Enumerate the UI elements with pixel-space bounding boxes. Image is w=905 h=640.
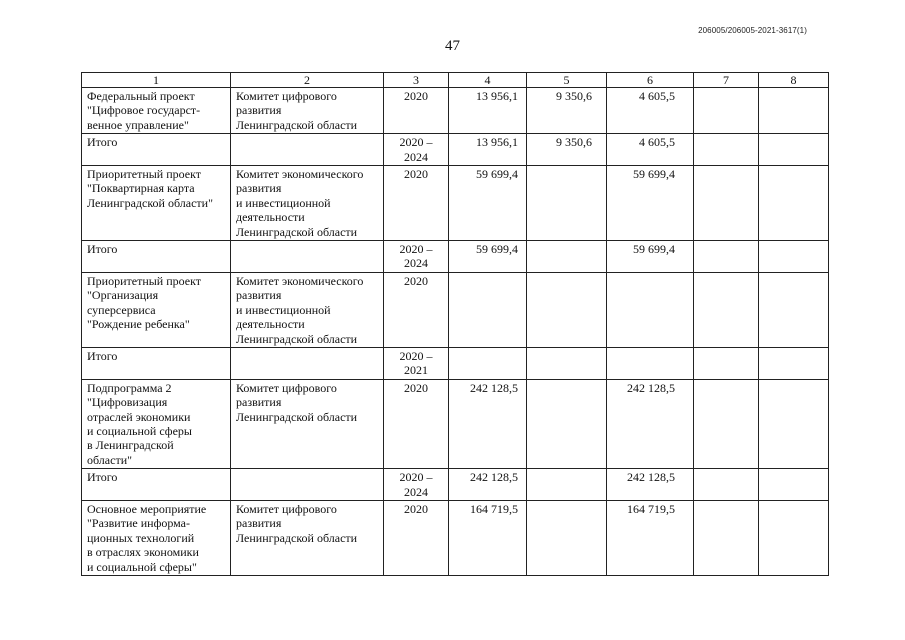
table-row [82,469,829,501]
page-number: 47 [445,38,460,54]
table-cell-col-2: Комитет экономического развития и инвестиционной деятельности Ленинградской области [231,272,384,347]
table-cell-col-3: 2020 – 2024 [384,134,449,166]
table-cell-col-2: Комитет цифрового развития Ленинградской области [231,500,384,575]
table-cell-col-2: Комитет цифрового развития Ленинградской области [231,379,384,468]
table-cell-col-8 [759,166,829,241]
table-cell-col-8 [759,241,829,273]
table-cell-col-6: 242 128,5 [607,379,694,468]
header-cell: 4 [449,73,527,88]
table-cell-col-6: 242 128,5 [607,469,694,501]
table-cell-col-8 [759,134,829,166]
table-row [82,166,829,241]
header-cell: 7 [694,73,759,88]
table-cell-col-3: 2020 – 2024 [384,241,449,273]
table-cell-col-2 [231,241,384,273]
table-row [82,272,829,347]
table-cell-col-6: 164 719,5 [607,500,694,575]
table-cell-col-1: Итого [82,347,231,379]
table-cell-col-4: 13 956,1 [449,88,527,134]
table-cell-col-8 [759,379,829,468]
table-cell-col-5 [527,469,607,501]
header-cell: 2 [231,73,384,88]
table-cell-col-4: 242 128,5 [449,379,527,468]
table-cell-col-5 [527,379,607,468]
table-cell-col-1: Подпрограмма 2 "Цифровизация отраслей экономики и социальной сферы в Ленинградской области" [82,379,231,468]
table-cell-col-1: Федеральный проект "Цифровое государст- венное управление" [82,88,231,134]
table-cell-col-1: Приоритетный проект "Организация суперсервиса "Рождение ребенка" [82,272,231,347]
table-cell-col-1: Итого [82,241,231,273]
table-cell-col-3: 2020 [384,500,449,575]
table-cell-col-7 [694,166,759,241]
table-cell-col-6: 59 699,4 [607,241,694,273]
table-cell-col-6: 4 605,5 [607,134,694,166]
table-row [82,379,829,468]
table-cell-col-3: 2020 [384,379,449,468]
table-cell-col-3: 2020 [384,272,449,347]
table-header-row [82,73,829,88]
header-cell: 8 [759,73,829,88]
table-cell-col-7 [694,500,759,575]
table-cell-col-6 [607,272,694,347]
table-row [82,88,829,134]
table-cell-col-3: 2020 – 2021 [384,347,449,379]
table-cell-col-5 [527,166,607,241]
table-cell-col-5 [527,241,607,273]
table-row [82,241,829,273]
table-cell-col-3: 2020 – 2024 [384,469,449,501]
table-cell-col-7 [694,272,759,347]
table-cell-col-7 [694,347,759,379]
table-cell-col-3: 2020 [384,166,449,241]
table-cell-col-5 [527,347,607,379]
header-cell: 1 [82,73,231,88]
table-cell-col-4 [449,272,527,347]
table-cell-col-5 [527,500,607,575]
table-row [82,500,829,575]
table-cell-col-6: 59 699,4 [607,166,694,241]
table-cell-col-5: 9 350,6 [527,88,607,134]
table-cell-col-8 [759,347,829,379]
table-cell-col-4: 59 699,4 [449,166,527,241]
table-cell-col-1: Основное мероприятие "Развитие информа- ционных технологий в отраслях экономики и социальной сферы" [82,500,231,575]
table-cell-col-5 [527,272,607,347]
document-id: 206005/206005-2021-3617(1) [698,26,807,35]
table-cell-col-5: 9 350,6 [527,134,607,166]
table-cell-col-4: 13 956,1 [449,134,527,166]
table-cell-col-3: 2020 [384,88,449,134]
table-cell-col-2 [231,134,384,166]
table-cell-col-4: 242 128,5 [449,469,527,501]
table-cell-col-7 [694,88,759,134]
table-cell-col-7 [694,379,759,468]
table-cell-col-8 [759,469,829,501]
table-cell-col-1: Приоритетный проект "Поквартирная карта Ленинградской области" [82,166,231,241]
table-cell-col-6 [607,347,694,379]
table-cell-col-2: Комитет цифрового развития Ленинградской области [231,88,384,134]
table-cell-col-7 [694,134,759,166]
table-cell-col-4: 59 699,4 [449,241,527,273]
table-row [82,347,829,379]
table-row [82,134,829,166]
table-cell-col-7 [694,241,759,273]
table-cell-col-8 [759,272,829,347]
table-cell-col-6: 4 605,5 [607,88,694,134]
budget-table [81,72,829,576]
table-cell-col-2: Комитет экономического развития и инвестиционной деятельности Ленинградской области [231,166,384,241]
table-cell-col-8 [759,500,829,575]
header-cell: 5 [527,73,607,88]
table-cell-col-4: 164 719,5 [449,500,527,575]
table-cell-col-2 [231,469,384,501]
table-cell-col-4 [449,347,527,379]
header-cell: 3 [384,73,449,88]
table-cell-col-1: Итого [82,134,231,166]
table-cell-col-1: Итого [82,469,231,501]
table-cell-col-2 [231,347,384,379]
table-cell-col-7 [694,469,759,501]
header-cell: 6 [607,73,694,88]
table-cell-col-8 [759,88,829,134]
